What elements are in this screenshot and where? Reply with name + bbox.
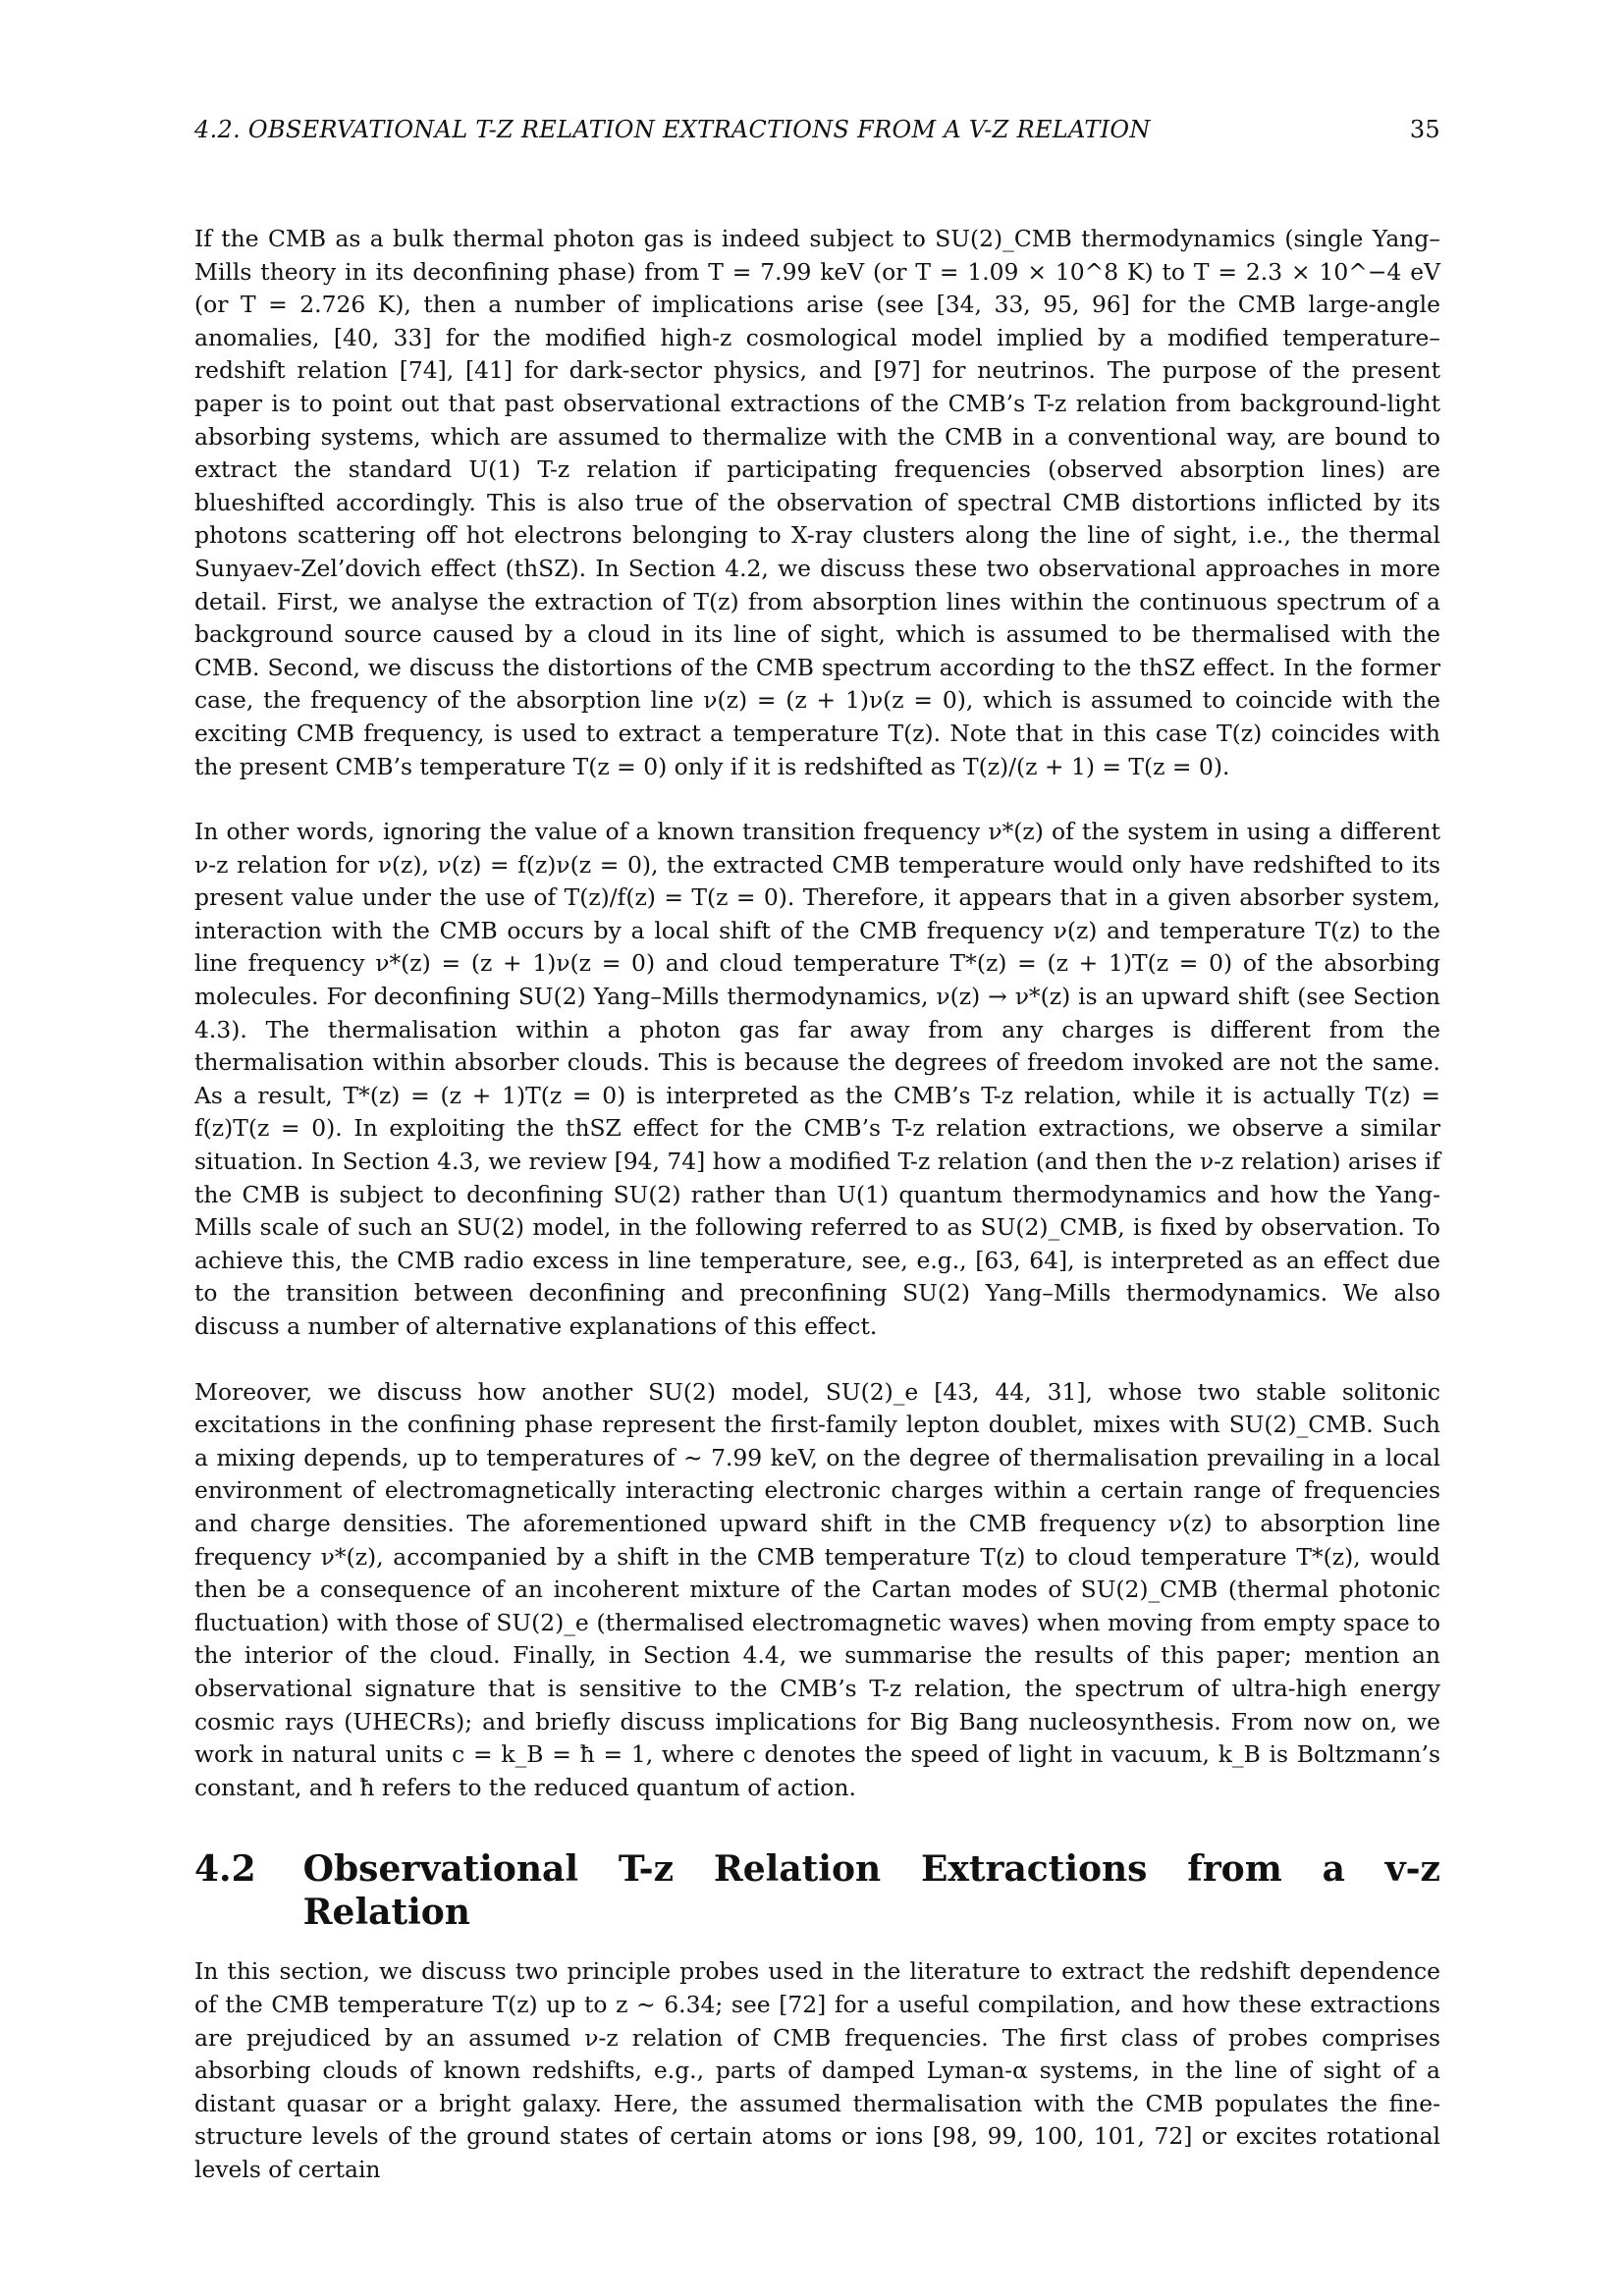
page-number: 35: [1409, 116, 1440, 143]
section-number: 4.2: [194, 1848, 256, 1891]
running-title: 4.2. OBSERVATIONAL T-Z RELATION EXTRACTIONS FROM A V-Z RELATION: [194, 116, 1151, 143]
section-heading: [194, 1847, 1440, 1934]
paragraph-other-words: In other words, ignoring the value of a known transition frequency ν*(z) of the system in using a different ν-z relation for ν(z), ν(z) = f(z)ν(z = 0), the extracted CMB temperature would only have redshifted to its present value under the use of T(z)/f(z) = T(z = 0). Therefore, it appears that in a given absorber system, interaction with the CMB occurs by a local shift of the CMB frequency ν(z) and temperature T(z) to the line frequency ν*(z) = (z + 1)ν(z = 0) and cloud temperature T*(z) = (z + 1)T(z = 0) of the absorbing molecules. For deconfining SU(2) Yang–Mills thermodynamics, ν(z) → ν*(z) is an upward shift (see Section 4.3). The thermalisation within a photon gas far away from any charges is different from the thermalisation within absorber clouds. This is because the degrees of freedom invoked are not the same. As a result, T*(z) = (z + 1)T(z = 0) is interpreted as the CMB’s T-z relation, while it is actually T(z) = f(z)T(z = 0). In exploiting the thSZ effect for the CMB’s T-z relation extractions, we observe a similar situation. In Section 4.3, we review [94, 74] how a modified T-z relation (and then the ν-z relation) arises if the CMB is subject to deconfining SU(2) rather than U(1) quantum thermodynamics and how the Yang-Mills scale of such an SU(2) model, in the following referred to as SU(2)_CMB, is fixed by observation. To achieve this, the CMB radio excess in line temperature, see, e.g., [63, 64], is interpreted as an effect due to the transition between deconfining and preconfining SU(2) Yang–Mills thermodynamics. We also discuss a number of alternative explanations of this effect.: [194, 818, 1440, 1340]
paragraph-moreover: Moreover, we discuss how another SU(2) model, SU(2)_e [43, 44, 31], whose two stable solitonic excitations in the confining phase represent the first-family lepton doublet, mixes with SU(2)_CMB. Such a mixing depends, up to temperatures of ∼ 7.99 keV, on the degree of thermalisation prevailing in a local environment of electromagnetically interacting electronic charges within a certain range of frequencies and charge densities. The aforementioned upward shift in the CMB frequency ν(z) to absorption line frequency ν*(z), accompanied by a shift in the CMB temperature T(z) to cloud temperature T*(z), would then be a consequence of an incoherent mixture of the Cartan modes of SU(2)_CMB (thermal photonic fluctuation) with those of SU(2)_e (thermalised electromagnetic waves) when moving from empty space to the interior of the cloud. Finally, in Section 4.4, we summarise the results of this paper; mention an observational signature that is sensitive to the CMB’s T-z relation, the spectrum of ultra-high energy cosmic rays (UHECRs); and briefly discuss implications for Big Bang nucleosynthesis. From now on, we work in natural units c = k_B = ħ = 1, where c denotes the speed of light in vacuum, k_B is Boltzmann’s constant, and ħ refers to the reduced quantum of action.: [194, 1377, 1440, 1801]
section-title: Observational T-z Relation Extractions from a v-z Relation: [302, 1848, 1440, 1934]
running-header: [194, 116, 1440, 143]
body-text: [194, 223, 1440, 2186]
paragraph-intro: If the CMB as a bulk thermal photon gas is indeed subject to SU(2)_CMB thermodynamics (single Yang–Mills theory in its deconfining phase) from T = 7.99 keV (or T = 1.09 × 10^8 K) to T = 2.3 × 10^−4 eV (or T = 2.726 K), then a number of implications arise (see [34, 33, 95, 96] for the CMB large-angle anomalies, [40, 33] for the modified high-z cosmological model implied by a modified temperature–redshift relation [74], [41] for dark-sector physics, and [97] for neutrinos. The purpose of the present paper is to point out that past observational extractions of the CMB’s T-z relation from background-light absorbing systems, which are assumed to thermalize with the CMB in a conventional way, are bound to extract the standard U(1) T-z relation if participating frequencies (observed absorption lines) are blueshifted accordingly. This is also true of the observation of spectral CMB distortions inflicted by its photons scattering off hot electrons belonging to X-ray clusters along the line of sight, i.e., the thermal Sunyaev-Zel’dovich effect (thSZ). In Section 4.2, we discuss these two observational approaches in more detail. First, we analyse the extraction of T(z) from absorption lines within the continuous spectrum of a background source caused by a cloud in its line of sight, which is assumed to be thermalised with the CMB. Second, we discuss the distortions of the CMB spectrum according to the thSZ effect. In the former case, the frequency of the absorption line ν(z) = (z + 1)ν(z = 0), which is assumed to coincide with the exciting CMB frequency, is used to extract a temperature T(z). Note that in this case T(z) coincides with the present CMB’s temperature T(z = 0) only if it is redshifted as T(z)/(z + 1) = T(z = 0).: [194, 225, 1440, 780]
paragraph-section-intro: In this section, we discuss two principle probes used in the literature to extract the redshift dependence of the CMB temperature T(z) up to z ∼ 6.34; see [72] for a useful compilation, and how these extractions are prejudiced by an assumed ν-z relation of CMB frequencies. The first class of probes comprises absorbing clouds of known redshifts, e.g., parts of damped Lyman-α systems, in the line of sight of a distant quasar or a bright galaxy. Here, the assumed thermalisation with the CMB populates the fine-structure levels of the ground states of certain atoms or ions [98, 99, 100, 101, 72] or excites rotational levels of certain: [194, 1957, 1440, 2183]
